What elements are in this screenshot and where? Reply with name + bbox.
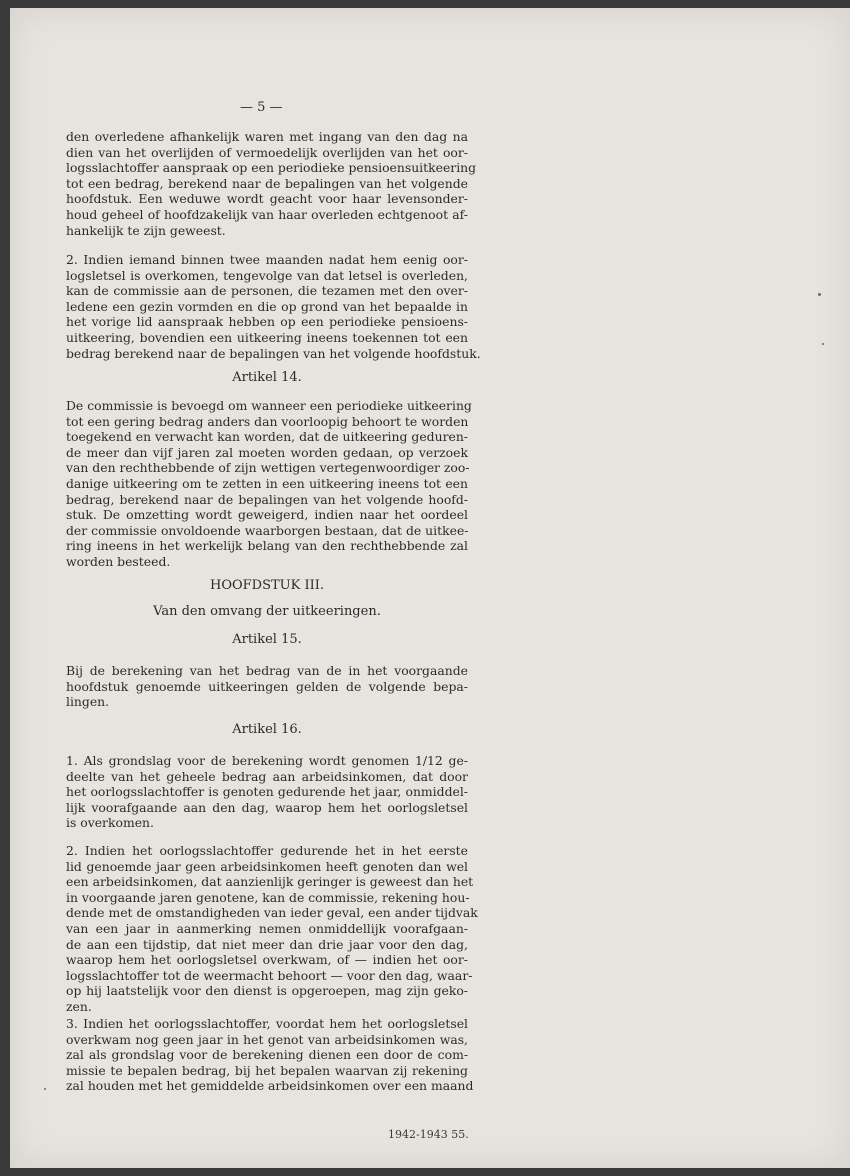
heading-artikel-15: Artikel 15. — [232, 632, 302, 647]
text-line: het vorige lid aanspraak hebben op een periodieke pensioens- — [66, 314, 468, 330]
paragraph-art16-1 — [66, 753, 468, 831]
heading-chapter-subtitle: Van den omvang der uitkeeringen. — [153, 604, 381, 619]
paper-speck — [44, 1088, 46, 1090]
paragraph-art14 — [66, 398, 472, 570]
text-line: 1. Als grondslag voor de berekening wordt genomen 1/12 ge- — [66, 753, 468, 768]
text-line: toegekend en verwacht kan worden, dat de uitkeering geduren- — [66, 429, 468, 445]
paper-speck — [818, 293, 821, 296]
text-line: zal houden met het gemiddelde arbeidsinkomen over een maand — [66, 1078, 474, 1094]
paper-speck — [822, 343, 824, 345]
paragraph-art15 — [66, 663, 468, 710]
heading-chapter: HOOFDSTUK III. — [209, 578, 324, 593]
text-line: Bij de berekening van het bedrag van de in het voorgaande — [66, 663, 468, 678]
document-page — [10, 8, 850, 1168]
text-line: zal als grondslag voor de berekening dienen een door de com- — [66, 1047, 468, 1063]
text-line: logsletsel is overkomen, tengevolge van dat letsel is overleden, — [66, 267, 468, 283]
text-line: logsslachtoffer aanspraak op een periodieke pensioensuitkeering — [66, 160, 477, 176]
paragraph-intro — [66, 129, 477, 238]
text-line: in voorgaande jaren genotene, kan de commissie, rekening hou- — [66, 889, 470, 905]
text-line: den overledene afhankelijk waren met ingang van den dag na — [66, 129, 468, 144]
text-line: 2. Indien iemand binnen twee maanden nadat hem eenig oor- — [66, 252, 468, 267]
text-line: van een jaar in aanmerking nemen onmiddellijk voorafgaan- — [66, 920, 468, 936]
footer-annotation: 1942-1943 55. — [388, 1128, 469, 1141]
text-line: overkwam nog geen jaar in het genot van arbeidsinkomen was, — [66, 1031, 468, 1047]
text-line: tot een gering bedrag anders dan voorloopig behoort te worden — [66, 413, 469, 429]
text-line: worden besteed. — [66, 553, 171, 569]
heading-artikel-16: Artikel 16. — [232, 722, 302, 737]
text-line: hankelijk te zijn geweest. — [66, 222, 226, 238]
heading-artikel-14: Artikel 14. — [232, 370, 302, 385]
text-line: ring ineens in het werkelijk belang van den rechthebbende zal — [66, 538, 468, 554]
text-line: danige uitkeering om te zetten in een uitkeering ineens tot een — [66, 475, 468, 491]
text-line: tot een bedrag, berekend naar de bepalingen van het volgende — [66, 175, 468, 191]
text-line: de meer dan vijf jaren zal moeten worden gedaan, op verzoek — [66, 444, 468, 460]
text-line: stuk. De omzetting wordt geweigerd, indien naar het oordeel — [66, 507, 468, 523]
paragraph-art16-2 — [66, 843, 478, 1015]
text-line: dende met de omstandigheden van ieder geval, een ander tijdvak — [66, 905, 478, 921]
text-line: waarop hem het oorlogsletsel overkwam, of — indien het oor- — [66, 952, 468, 968]
text-line: lijk voorafgaande aan den dag, waarop hem het oorlogsletsel — [66, 799, 468, 815]
text-line: dien van het overlijden of vermoedelijk overlijden van het oor- — [66, 144, 468, 160]
text-line: een arbeidsinkomen, dat aanzienlijk geringer is geweest dan het — [66, 874, 474, 890]
text-line: lid genoemde jaar geen arbeidsinkomen heeft genoten dan wel — [66, 858, 468, 874]
text-line: hoofdstuk. Een weduwe wordt geacht voor haar levensonder- — [66, 191, 468, 207]
text-line: hoofdstuk genoemde uitkeeringen gelden de volgende bepa- — [66, 678, 468, 694]
text-line: uitkeering, bovendien een uitkeering ineens toekennen tot een — [66, 329, 468, 345]
text-line: kan de commissie aan de personen, die tezamen met den over- — [66, 283, 468, 299]
text-line: missie te bepalen bedrag, bij het bepalen waarvan zij rekening — [66, 1062, 468, 1078]
text-line: 3. Indien het oorlogsslachtoffer, voordat hem het oorlogsletsel — [66, 1016, 468, 1031]
text-line: logsslachtoffer tot de weermacht behoort — voor den dag, waar- — [66, 967, 473, 983]
text-line: ledene een gezin vormden en die op grond van het bepaalde in — [66, 298, 468, 314]
text-line: het oorlogsslachtoffer is genoten gedurende het jaar, onmiddel- — [66, 784, 468, 800]
text-line: bedrag berekend naar de bepalingen van het volgende hoofdstuk. — [66, 345, 481, 361]
text-line: zen. — [66, 998, 92, 1014]
text-line: deelte van het geheele bedrag aan arbeidsinkomen, dat door — [66, 768, 468, 784]
text-line: der commissie onvoldoende waarborgen bestaan, dat de uitkee- — [66, 522, 469, 538]
text-line: de aan een tijdstip, dat niet meer dan drie jaar voor den dag, — [66, 936, 468, 952]
paragraph-art13-2 — [66, 252, 481, 361]
paragraph-art16-3 — [66, 1016, 474, 1094]
page-number: — 5 — — [240, 100, 283, 115]
text-line: De commissie is bevoegd om wanneer een periodieke uitkeering — [66, 398, 472, 413]
text-line: op hij laatstelijk voor den dienst is opgeroepen, mag zijn geko- — [66, 983, 468, 999]
text-line: 2. Indien het oorlogsslachtoffer gedurende het in het eerste — [66, 843, 468, 858]
text-line: houd geheel of hoofdzakelijk van haar overleden echtgenoot af- — [66, 206, 468, 222]
text-line: bedrag, berekend naar de bepalingen van het volgende hoofd- — [66, 491, 468, 507]
text-line: van den rechthebbende of zijn wettigen vertegenwoordiger zoo- — [66, 460, 470, 476]
text-line: lingen. — [66, 694, 110, 710]
text-line: is overkomen. — [66, 815, 154, 831]
